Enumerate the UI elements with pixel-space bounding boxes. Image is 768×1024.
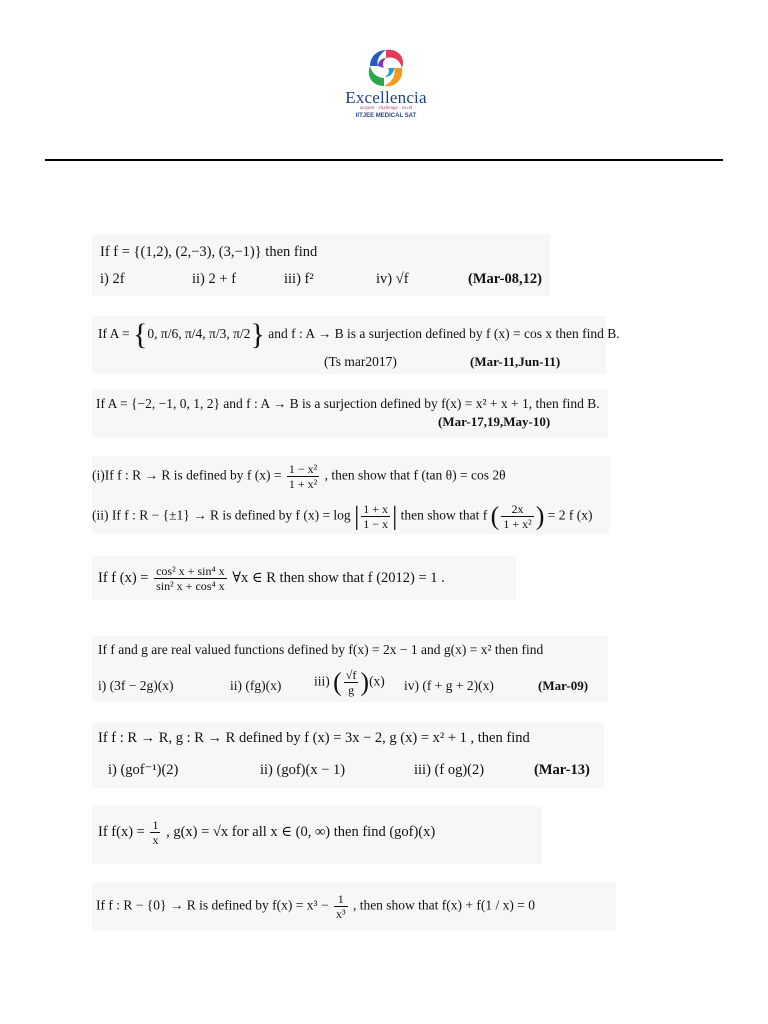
q7-text: If f : R → R, g : R → R defined by f (x) = 3x − 2, g (x) = x² + 1 , then find [98,730,530,746]
question-6 [92,636,608,702]
q7-exam-ref: (Mar-13) [534,762,590,778]
q8-fraction: $\frac{1}{x}$ [152,818,159,847]
q2-set-prefix: If A = [98,326,130,341]
q4-fraction-3: $\frac{2x}{\text{1 + x²}}$ [503,502,532,531]
q4-part-2: (ii) If f : R − {±1} → R is defined by f (x) = log | $\frac{1 + x}{1 - x}$ | then show that f ( $\frac{2x}{\text{1 + x²}}$ ) = 2 f (x) [92,501,593,531]
question-9 [92,882,616,930]
q4-part-1: (i)If f : R → R is defined by f (x) = $\frac{\text{1 − x²}}{\text{1 + x²}}$ , then show that f (tan θ) = cos 2θ [92,462,506,491]
q2-exam-ref: (Mar-11,Jun-11) [470,354,561,369]
q7-option-3: iii) (f og)(2) [414,762,485,778]
q6-exam-ref: (Mar-09) [538,678,589,693]
q6-option-3: iii) ( $\frac{√f}{g}$ )(x) [314,667,385,697]
brand-name: Excellencia [345,88,427,107]
q1-text: If f = {(1,2), (2,−3), (3,−1)} then find [100,244,318,260]
q7-option-1: i) (gof⁻¹)(2) [108,762,179,778]
q2-line: If A = {0, π/6, π/4, π/3, π/2} and f : A → B is a surjection defined by f (x) = cos x then find B. [98,317,620,351]
question-2 [92,316,620,374]
q6-option-4: iv) (f + g + 2)(x) [404,678,494,693]
q7-option-2: ii) (gof)(x − 1) [260,762,346,778]
question-4 [92,456,610,534]
header-divider [45,159,723,161]
q2-note: (Ts mar2017) [324,354,397,369]
q4-fraction-2: $\frac{1 + x}{1 - x}$ [363,502,389,531]
q1-option-2: ii) 2 + f [192,271,237,287]
q6-fraction: $\frac{√f}{g}$ [345,668,357,697]
q5-line: If f (x) = $\frac{\text{cos² x + sin⁴ x}}{\text{sin² x + cos⁴ x}}$ ∀x ∈ R then show that f (2012) = 1 . [98,564,445,593]
q1-exam-ref: (Mar-08,12) [468,271,542,287]
q1-option-3: iii) f² [284,271,314,287]
q2-text: and f : A → B is a surjection defined by f (x) = cos x then find B. [268,326,620,341]
question-1 [92,234,550,296]
swirl-logo-icon [360,44,412,92]
q6-option-2: ii) (fg)(x) [230,678,282,693]
q6-text: If f and g are real valued functions defined by f(x) = 2x − 1 and g(x) = x² then find [98,642,544,657]
q3-text: If A = {−2, −1, 0, 1, 2} and f : A → B is a surjection defined by f(x) = x² + x + 1, then find B. [96,396,600,411]
brand-tagline: acquire · challenge · excel [359,106,413,111]
q2-set-items: 0, π/6, π/4, π/3, π/2 [147,326,251,341]
q1-option-1: i) 2f [100,271,125,287]
question-8 [92,806,542,864]
q3-exam-ref: (Mar-17,19,May-10) [438,414,551,429]
q9-line: If f : R − {0} → R is defined by f(x) = x³ − $\frac{1}{\text{x³}}$ , then show that f(x) + f(1 / x) = 0 [96,892,536,921]
q9-fraction: $\frac{1}{\text{x³}}$ [335,892,346,921]
question-5 [92,556,516,600]
question-3 [92,390,608,438]
q6-option-1: i) (3f − 2g)(x) [98,678,174,693]
q8-line: If f(x) = $\frac{1}{x}$ , g(x) = √x for all x ∈ (0, ∞) then find (gof)(x) [98,818,436,847]
q5-fraction: $\frac{\text{cos² x + sin⁴ x}}{\text{sin² x + cos⁴ x}}$ [156,564,225,593]
question-7 [92,722,604,788]
brand-subtitle: IITJEE MEDICAL SAT [355,113,417,119]
q1-option-4: iv) √f [376,271,409,287]
excellencia-logo [338,44,434,120]
q4-fraction-1: $\frac{\text{1 − x²}}{\text{1 + x²}}$ [288,462,318,491]
